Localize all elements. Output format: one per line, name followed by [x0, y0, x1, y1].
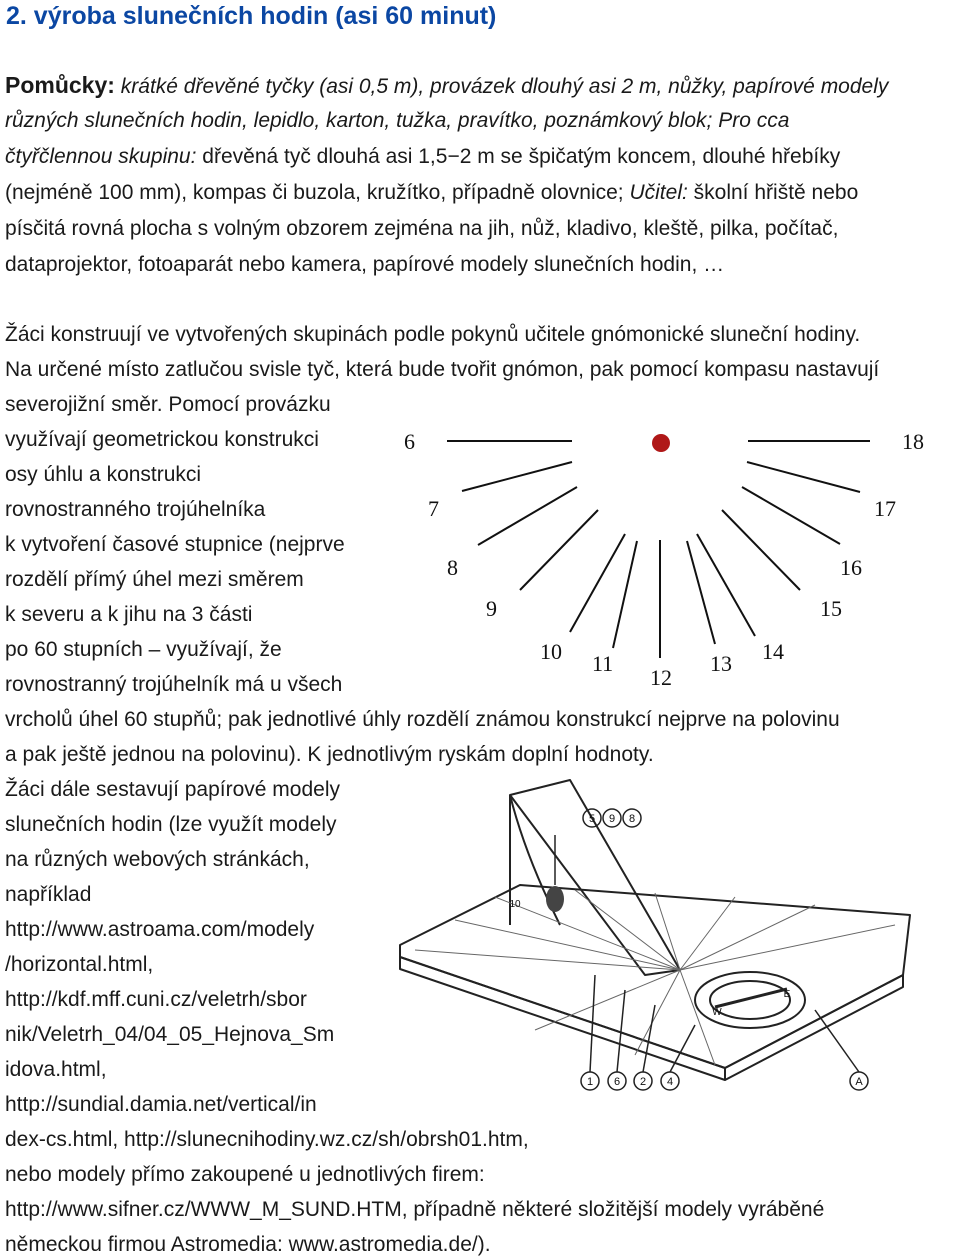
tools-text-3b: dřevěná tyč dlouhá asi 1,5−2 m se špičatým koncem, dlouhé hřebíky: [196, 145, 841, 168]
tools-text-4b: Učitel:: [629, 181, 688, 204]
para-line-firms: nebo modely přímo zakoupené u jednotlivých firem:: [5, 1163, 485, 1186]
para-line-1: Žáci konstruují ve vytvořených skupinách podle pokynů učitele gnómonické sluneční hodiny.: [5, 323, 861, 346]
para-line-5: osy úhlu a konstrukci: [5, 463, 202, 486]
para-line-10: po 60 stupních – využívají, že: [5, 638, 282, 661]
hour-label-7: 7: [428, 496, 439, 521]
hour-line-15: [722, 510, 800, 590]
para-line-16: na různých webových stránkách,: [5, 848, 310, 871]
label-4: 4: [666, 1076, 674, 1088]
para-line-14: Žáci dále sestavují papírové modely: [5, 778, 341, 801]
tools-line-6: dataprojektor, fotoaparát nebo kamera, papírové modely slunečních hodin, …: [5, 253, 725, 276]
label-2: 2: [639, 1076, 647, 1088]
tools-text-4a: (nejméně 100 mm), kompas či buzola, kružítko, případně olovnice;: [5, 181, 630, 204]
board-hour-lines: [415, 890, 895, 1065]
tools-line-5: písčitá rovná plocha s volným obzorem zejména na jih, nůž, kladivo, kleště, pilka, počítač,: [5, 217, 839, 240]
para-line-17: například: [5, 883, 92, 906]
link-kdf-1[interactable]: http://kdf.mff.cuni.cz/veletrh/sbor: [5, 988, 307, 1011]
tools-text-1: krátké dřevěné tyčky (asi 0,5 m), provázek dlouhý asi 2 m, nůžky, papírové modely: [120, 75, 889, 98]
para-line-11: rovnostranný trojúhelník má u všech: [5, 673, 343, 696]
compass-needle: [715, 989, 787, 1007]
hour-label-8: 8: [447, 555, 458, 580]
hour-label-18: 18: [902, 429, 924, 454]
hour-label-14: 14: [762, 639, 784, 664]
tools-text-3a: čtyřčlennou skupinu:: [5, 145, 197, 168]
label-9: 9: [608, 813, 616, 825]
para-line-3: severojižní směr. Pomocí provázku: [5, 393, 331, 416]
gnomon-point: [652, 434, 670, 452]
para-line-7: k vytvoření časové stupnice (nejprve: [5, 533, 345, 556]
sundial-model-illustration: [395, 775, 915, 1097]
hour-label-10: 10: [540, 639, 562, 664]
label-A: A: [855, 1076, 863, 1088]
tools-label: Pomůcky:: [5, 72, 115, 98]
compass-inner: [710, 981, 790, 1019]
hour-line-14: [697, 534, 755, 636]
hour-label-9: 9: [486, 596, 497, 621]
hour-line-9: [520, 510, 598, 590]
para-line-9: k severu a k jihu na 3 části: [5, 603, 253, 626]
para-line-6: rovnostranného trojúhelníka: [5, 498, 266, 521]
link-sundial-1[interactable]: http://sundial.damia.net/vertical/in: [5, 1093, 317, 1116]
link-astroama-1[interactable]: http://www.astroama.com/modely: [5, 918, 315, 941]
hour-label-17: 17: [874, 496, 896, 521]
link-sifner[interactable]: http://www.sifner.cz/WWW_M_SUND.HTM, případně některé složitější modely vyráběné: [5, 1198, 825, 1221]
link-kdf-2[interactable]: nik/Veletrh_04/04_05_Hejnova_Sm: [5, 1023, 335, 1046]
para-line-15: slunečních hodin (lze využít modely: [5, 813, 337, 836]
plumb-bob: [546, 886, 564, 912]
hour-label-12: 12: [650, 665, 672, 690]
section-heading: 2. výroba slunečních hodin (asi 60 minut): [6, 2, 497, 30]
label-6: 6: [613, 1076, 621, 1088]
label-8: 8: [628, 813, 636, 825]
tools-text-2a: různých slunečních hodin, lepidlo, karton, tužka, pravítko, poznámkový blok;: [5, 109, 719, 132]
board-mark-10: 10: [509, 899, 521, 910]
hour-line-16: [742, 487, 840, 544]
label-1: 1: [586, 1076, 594, 1088]
hour-line-7: [462, 462, 572, 491]
hour-label-11: 11: [592, 651, 614, 676]
link-sundial-2[interactable]: dex-cs.html, http://slunecnihodiny.wz.cz/sh/obrsh01.htm,: [5, 1128, 529, 1151]
para-line-13: a pak ještě jednou na polovinu). K jednotlivým ryskám doplní hodnoty.: [5, 743, 654, 766]
hour-line-11: [613, 541, 637, 648]
compass-w: W: [712, 1007, 722, 1018]
tools-text-2b: Pro cca: [718, 109, 790, 132]
para-line-8: rozdělí přímý úhel mezi směrem: [5, 568, 304, 591]
hour-line-17: [747, 462, 860, 492]
para-line-4: využívají geometrickou konstrukci: [5, 428, 319, 451]
link-astromedia[interactable]: německou firmou Astromedia: www.astromedia.de/).: [5, 1233, 491, 1256]
hour-line-10: [570, 534, 625, 632]
hour-label-15: 15: [820, 596, 842, 621]
tools-text-4c: školní hřiště nebo: [687, 181, 859, 204]
compass-e: E: [783, 989, 791, 1000]
para-line-2: Na určené místo zatlučou svisle tyč, která bude tvořit gnómon, pak pomocí kompasu nastavují: [5, 358, 880, 381]
hour-label-13: 13: [710, 651, 732, 676]
hour-label-6: 6: [404, 429, 415, 454]
base-board: [400, 885, 910, 1068]
hour-label-16: 16: [840, 555, 862, 580]
para-line-12: vrcholů úhel 60 stupňů; pak jednotlivé úhly rozdělí známou konstrukcí nejprve na polovinu: [5, 708, 840, 731]
label-5: 5: [588, 813, 596, 825]
link-astroama-2[interactable]: /horizontal.html,: [5, 953, 154, 976]
hour-line-8: [478, 487, 577, 545]
link-kdf-3[interactable]: idova.html,: [5, 1058, 107, 1081]
